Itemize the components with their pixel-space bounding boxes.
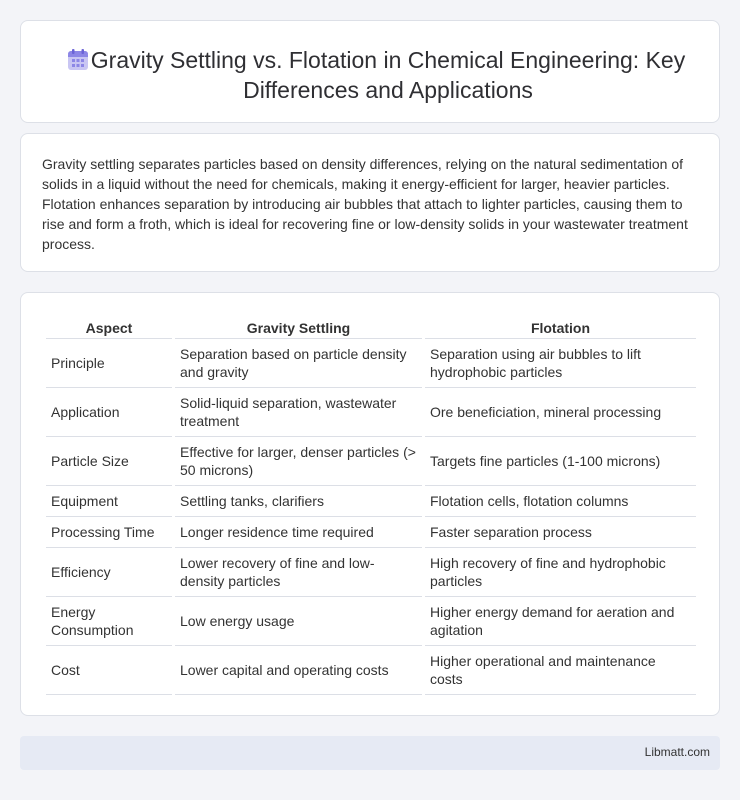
page-title: Gravity Settling vs. Flotation in Chemical Engineering: Key Differences and Applications — [90, 47, 686, 103]
cell-aspect: Efficiency — [46, 548, 172, 597]
title-card — [20, 20, 720, 123]
table-row — [46, 388, 696, 437]
cell-aspect: Principle — [46, 339, 172, 388]
intro-card — [20, 133, 720, 272]
intro-paragraph: Gravity settling separates particles based on density differences, relying on the natural sedimentation of solids in a liquid without the need for chemicals, making it energy-efficient for larger, heavier particles. Flotation enhances separation by introducing air bubbles that attach to lighter particles, causing them to rise and form a froth, which is ideal for recovering fine or low-density solids in your wastewater treatment process. — [42, 156, 688, 252]
cell-aspect: Energy Consumption — [46, 597, 172, 646]
cell-gravity: Solid-liquid separation, wastewater treatment — [175, 388, 422, 437]
table-row — [46, 548, 696, 597]
cell-flotation: Ore beneficiation, mineral processing — [425, 388, 696, 437]
table-row — [46, 339, 696, 388]
header-flotation: Flotation — [425, 313, 696, 339]
cell-flotation: Higher operational and maintenance costs — [425, 646, 696, 695]
header-gravity-settling: Gravity Settling — [175, 313, 422, 339]
cell-flotation: Higher energy demand for aeration and agitation — [425, 597, 696, 646]
comparison-card — [20, 292, 720, 716]
footer — [20, 736, 720, 770]
cell-aspect: Processing Time — [46, 517, 172, 548]
cell-gravity: Longer residence time required — [175, 517, 422, 548]
cell-gravity: Lower recovery of fine and low-density particles — [175, 548, 422, 597]
cell-gravity: Settling tanks, clarifiers — [175, 486, 422, 517]
cell-flotation: High recovery of fine and hydrophobic particles — [425, 548, 696, 597]
table-row — [46, 437, 696, 486]
table-row — [46, 486, 696, 517]
header-aspect: Aspect — [46, 313, 172, 339]
cell-flotation: Targets fine particles (1-100 microns) — [425, 437, 696, 486]
table-header-row — [46, 313, 696, 339]
cell-gravity: Lower capital and operating costs — [175, 646, 422, 695]
cell-aspect: Application — [46, 388, 172, 437]
cell-aspect: Particle Size — [46, 437, 172, 486]
cell-gravity: Effective for larger, denser particles (> 50 microns) — [175, 437, 422, 486]
cell-gravity: Separation based on particle density and gravity — [175, 339, 422, 388]
table-row — [46, 517, 696, 548]
table-row — [46, 597, 696, 646]
cell-flotation: Separation using air bubbles to lift hydrophobic particles — [425, 339, 696, 388]
table-row — [46, 646, 696, 695]
cell-flotation: Faster separation process — [425, 517, 696, 548]
footer-brand-link[interactable]: Libmatt.com — [644, 745, 710, 759]
comparison-table — [43, 313, 699, 695]
cell-flotation: Flotation cells, flotation columns — [425, 486, 696, 517]
cell-aspect: Equipment — [46, 486, 172, 517]
cell-gravity: Low energy usage — [175, 597, 422, 646]
cell-aspect: Cost — [46, 646, 172, 695]
